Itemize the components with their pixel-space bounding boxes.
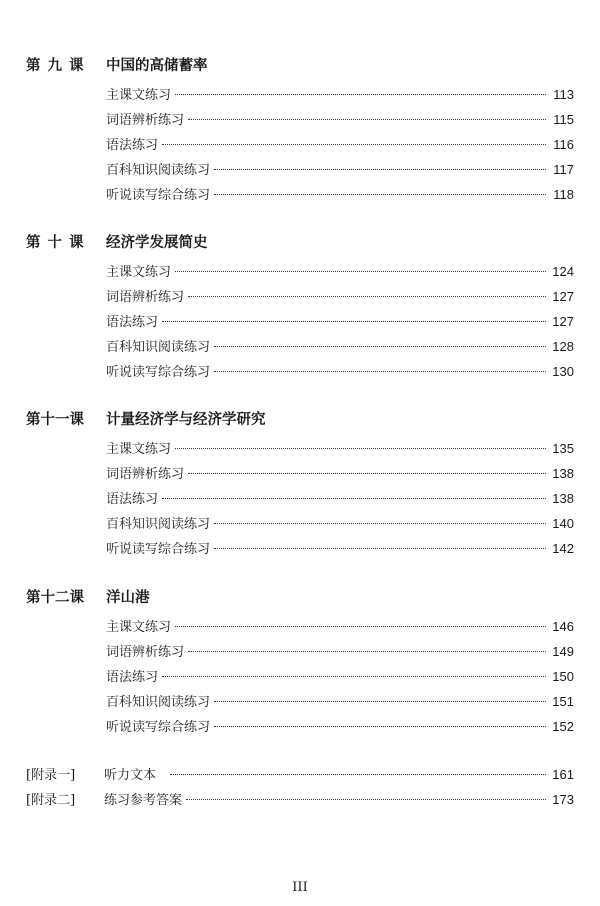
toc-entry[interactable] — [106, 614, 574, 639]
page-number: 138 — [552, 491, 574, 506]
toc-entry[interactable] — [106, 511, 574, 536]
toc-entry[interactable] — [106, 259, 574, 284]
lesson-11 — [26, 408, 574, 561]
lesson-title: 洋山港 — [106, 590, 150, 606]
dot-leader — [214, 725, 546, 727]
page-number: 127 — [552, 314, 574, 329]
appendix-title: 练习参考答案 — [104, 793, 183, 808]
toc-entry[interactable] — [106, 359, 574, 384]
entry-label: 百科知识阅读练习 — [106, 517, 211, 532]
toc-entry[interactable] — [106, 284, 574, 309]
entry-label: 百科知识阅读练习 — [106, 695, 211, 710]
lesson-entries — [106, 614, 574, 739]
lesson-12 — [26, 586, 574, 739]
dot-leader — [214, 522, 546, 524]
dot-leader — [214, 193, 546, 195]
lesson-number: 第十课 — [26, 235, 91, 251]
entry-label: 语法练习 — [106, 670, 159, 685]
dot-leader — [162, 320, 546, 322]
toc-entry[interactable] — [106, 664, 574, 689]
lesson-entries — [106, 82, 574, 207]
dot-leader — [175, 93, 546, 95]
lesson-number: 第九课 — [26, 58, 91, 74]
lesson-title: 计量经济学与经济学研究 — [106, 412, 266, 428]
toc-entry[interactable] — [106, 182, 574, 207]
dot-leader — [188, 295, 546, 297]
entry-label: 词语辨析练习 — [106, 467, 185, 482]
entry-label: 百科知识阅读练习 — [106, 163, 211, 178]
dot-leader — [162, 675, 546, 677]
entry-label: 主课文练习 — [106, 620, 172, 635]
page-number: 150 — [552, 669, 574, 684]
toc-entry[interactable] — [106, 461, 574, 486]
page-number: 138 — [552, 466, 574, 481]
page-number: 173 — [552, 792, 574, 807]
dot-leader — [186, 798, 546, 800]
page-number: 118 — [553, 187, 574, 202]
toc-entry[interactable] — [106, 157, 574, 182]
dot-leader — [214, 370, 546, 372]
page-number: 117 — [553, 162, 574, 177]
entry-label: 听说读写综合练习 — [106, 365, 211, 380]
toc-entry[interactable] — [106, 486, 574, 511]
dot-leader — [188, 650, 546, 652]
page-number: 140 — [552, 516, 574, 531]
toc-entry[interactable] — [106, 536, 574, 561]
page-number: 135 — [552, 441, 574, 456]
page-number: 128 — [552, 339, 574, 354]
page-number: 152 — [552, 719, 574, 734]
entry-label: 主课文练习 — [106, 265, 172, 280]
lesson-10 — [26, 231, 574, 384]
toc-entry[interactable] — [106, 82, 574, 107]
dot-leader — [214, 547, 546, 549]
toc-entry[interactable] — [106, 689, 574, 714]
page-number: 116 — [553, 137, 574, 152]
entry-label: 语法练习 — [106, 138, 159, 153]
lesson-number: 第十二课 — [26, 590, 84, 606]
dot-leader — [175, 270, 546, 272]
lesson-heading — [26, 408, 574, 432]
dot-leader — [188, 118, 546, 120]
entry-label: 词语辨析练习 — [106, 645, 185, 660]
dot-leader — [175, 447, 546, 449]
dot-leader — [162, 143, 546, 145]
page-number: 151 — [552, 694, 574, 709]
appendix-tag: [附录一] — [26, 768, 76, 783]
entry-label: 词语辨析练习 — [106, 290, 185, 305]
entry-label: 词语辨析练习 — [106, 113, 185, 128]
entry-label: 百科知识阅读练习 — [106, 340, 211, 355]
page-number: 149 — [552, 644, 574, 659]
lesson-heading — [26, 54, 574, 78]
page-number: 113 — [553, 87, 574, 102]
page-number: 161 — [552, 767, 574, 782]
lesson-heading — [26, 586, 574, 610]
page-number: 142 — [552, 541, 574, 556]
dot-leader — [214, 700, 546, 702]
toc-entry[interactable] — [106, 132, 574, 157]
entry-label: 听说读写综合练习 — [106, 542, 211, 557]
dot-leader — [214, 168, 546, 170]
appendix-tag: [附录二] — [26, 793, 76, 808]
dot-leader — [214, 345, 546, 347]
appendix-entry[interactable] — [26, 762, 574, 787]
entry-label: 听说读写综合练习 — [106, 188, 211, 203]
appendix-entry[interactable] — [26, 787, 574, 812]
lesson-number: 第十一课 — [26, 412, 84, 428]
dot-leader — [188, 472, 546, 474]
toc-entry[interactable] — [106, 107, 574, 132]
appendix-list — [26, 762, 574, 812]
dot-leader — [162, 497, 546, 499]
entry-label: 听说读写综合练习 — [106, 720, 211, 735]
appendix-title: 听力文本 — [104, 768, 157, 783]
page-number: 146 — [552, 619, 574, 634]
lesson-heading — [26, 231, 574, 255]
lesson-entries — [106, 259, 574, 384]
footer-page-number: III — [292, 880, 308, 895]
page-number: 115 — [553, 112, 574, 127]
page-number: 127 — [552, 289, 574, 304]
lesson-title: 经济学发展简史 — [106, 235, 208, 251]
dot-leader — [175, 625, 546, 627]
lesson-entries — [106, 436, 574, 561]
toc-entry[interactable] — [106, 309, 574, 334]
entry-label: 语法练习 — [106, 315, 159, 330]
toc-entry[interactable] — [106, 436, 574, 461]
entry-label: 语法练习 — [106, 492, 159, 507]
toc-entry[interactable] — [106, 334, 574, 359]
lesson-9 — [26, 54, 574, 207]
lesson-title: 中国的高储蓄率 — [106, 58, 208, 74]
entry-label: 主课文练习 — [106, 442, 172, 457]
toc-entry[interactable] — [106, 714, 574, 739]
dot-leader — [170, 773, 546, 775]
page-number: 124 — [552, 264, 574, 279]
entry-label: 主课文练习 — [106, 88, 172, 103]
toc-entry[interactable] — [106, 639, 574, 664]
page-number: 130 — [552, 364, 574, 379]
